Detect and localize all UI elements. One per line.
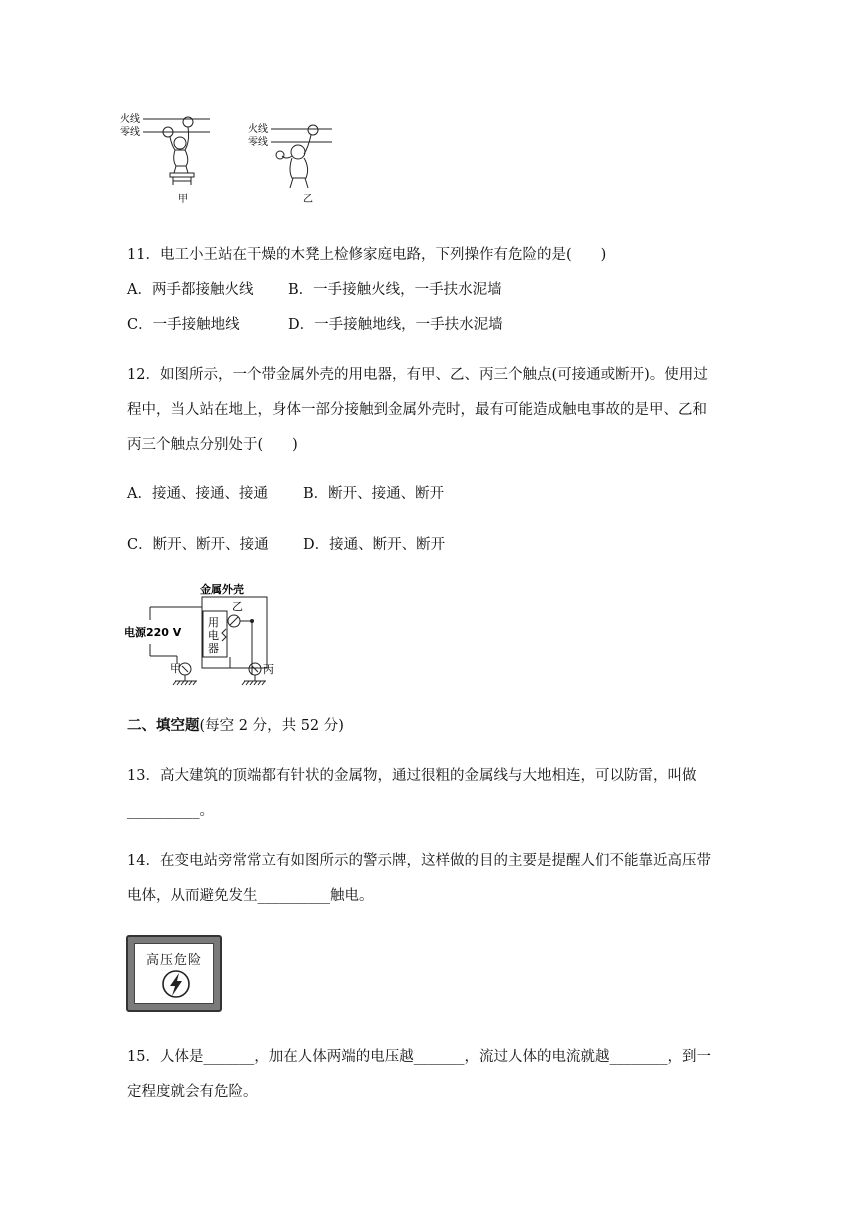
contact-yi-label: 乙 bbox=[232, 600, 243, 613]
sign-text: 高压危险 bbox=[145, 953, 202, 968]
yi-neutral-label: 零线 bbox=[248, 137, 268, 148]
q12-stem-line-3: 丙三个触点分别处于( ) bbox=[127, 437, 298, 453]
figure-yi bbox=[248, 122, 332, 205]
q12-option-a: A．接通、接通、接通 bbox=[127, 486, 268, 502]
q11-option-c: C．一手接触地线 bbox=[127, 317, 240, 333]
contact-bing-label: 丙 bbox=[263, 663, 274, 676]
high-voltage-warning-sign bbox=[126, 935, 222, 1012]
q13-line-1: 13．高大建筑的顶端都有针状的金属物，通过很粗的金属线与大地相连，可以防雷，叫做 bbox=[127, 768, 697, 784]
q14-line-1: 14．在变电站旁常常立有如图所示的警示牌，这样做的目的主要是提醒人们不能靠近高压带 bbox=[127, 853, 711, 869]
q11-option-d: D．一手接触地线，一手扶水泥墙 bbox=[288, 317, 503, 333]
section-2-heading bbox=[127, 716, 344, 736]
q14-line-2: 电体，从而避免发生__________触电。 bbox=[127, 888, 374, 904]
q15-line-2: 定程度就会有危险。 bbox=[127, 1084, 258, 1100]
q12-option-d: D．接通、断开、断开 bbox=[303, 537, 446, 553]
q12-stem-line-2: 程中，当人站在地上，身体一部分接触到金属外壳时，最有可能造成触电事故的是甲、乙和 bbox=[127, 402, 707, 418]
appliance-char-2: 电 bbox=[208, 629, 219, 642]
q15-line-1: 15．人体是_______，加在人体两端的电压越_______，流过人体的电流就越________，到一 bbox=[127, 1049, 711, 1065]
q11-stem: 11．电工小王站在干燥的木凳上检修家庭电路，下列操作有危险的是( ) bbox=[127, 247, 607, 263]
appliance-char-3: 器 bbox=[208, 642, 219, 655]
contact-jia-label: 甲 bbox=[170, 662, 181, 675]
q12-circuit-figure bbox=[122, 580, 292, 690]
section-2-title: 二、填空题 bbox=[127, 717, 200, 734]
q13-line-2: __________。 bbox=[127, 803, 214, 819]
shell-label: 金属外壳 bbox=[200, 583, 244, 596]
source-label: 电源220 V bbox=[124, 626, 182, 639]
yi-caption: 乙 bbox=[303, 194, 313, 205]
lightning-icon bbox=[161, 968, 191, 1000]
q12-option-b: B．断开、接通、断开 bbox=[303, 486, 445, 502]
figure-jia-yi bbox=[120, 108, 350, 208]
section-2-note: (每空 2 分，共 52 分) bbox=[199, 718, 344, 734]
q11-option-b: B．一手接触火线，一手扶水泥墙 bbox=[288, 282, 502, 298]
figure-jia bbox=[120, 112, 210, 205]
yi-fire-label: 火线 bbox=[248, 124, 268, 135]
jia-caption: 甲 bbox=[178, 194, 188, 205]
jia-neutral-label: 零线 bbox=[120, 127, 140, 138]
appliance-char-1: 用 bbox=[208, 616, 219, 629]
q12-option-c: C．断开、断开、接通 bbox=[127, 537, 269, 553]
jia-fire-label: 火线 bbox=[120, 114, 140, 125]
q11-option-a: A．两手都接触火线 bbox=[127, 282, 254, 298]
q12-stem-line-1: 12．如图所示，一个带金属外壳的用电器，有甲、乙、丙三个触点(可接通或断开)。使用过 bbox=[127, 367, 708, 383]
